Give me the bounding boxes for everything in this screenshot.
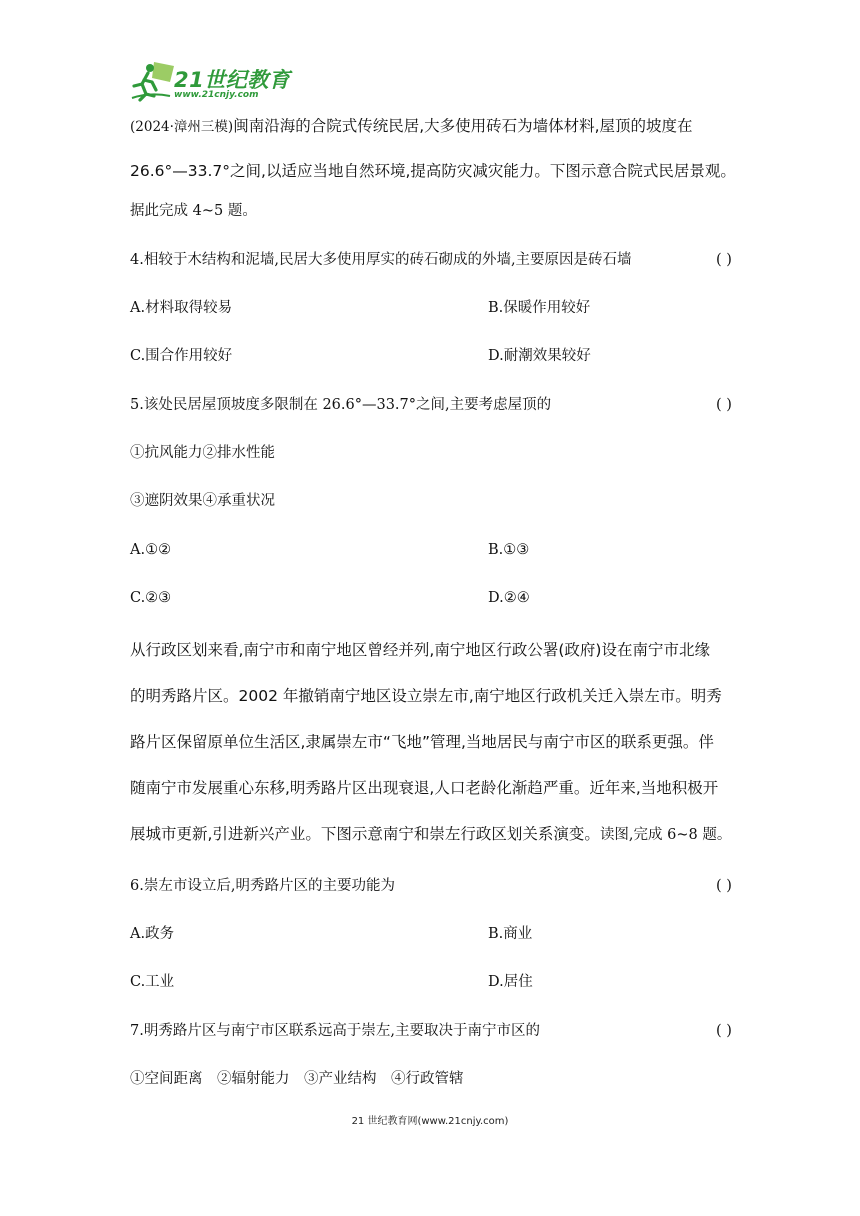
intro2-line5-text: 展城市更新,引进新兴产业。下图示意南宁和崇左行政区划关系演变。 bbox=[130, 825, 600, 843]
q5-stem: 5.该处民居屋顶坡度多限制在 26.6°—33.7°之间,主要考虑屋顶的 bbox=[130, 397, 552, 413]
q7-stem: 7.明秀路片区与南宁市区联系远高于崇左,主要取决于南宁市区的 bbox=[130, 1023, 540, 1039]
logo-url: www.21cnjy.com bbox=[174, 90, 259, 100]
q4-stem: 4.相较于木结构和泥墙,民居大多使用厚实的砖石砌成的外墙,主要原因是砖石墙 bbox=[130, 252, 632, 268]
intro2-line1: 从行政区划来看,南宁市和南宁地区曾经并列,南宁地区行政公署(政府)设在南宁市北缘 bbox=[130, 641, 710, 659]
intro2-line5 bbox=[130, 824, 731, 845]
q5-answer-paren: ( ) bbox=[716, 397, 732, 413]
source-tag: (2024·漳州三模) bbox=[130, 119, 234, 135]
q4-option-b: B.保暖作用较好 bbox=[488, 300, 591, 316]
intro1-line1-text: 闽南沿海的合院式传统民居,大多使用砖石为墙体材料,屋顶的坡度在 bbox=[233, 117, 693, 135]
intro2-line2: 的明秀路片区。2002 年撤销南宁地区设立崇左市,南宁地区行政机关迁入崇左市。明秀 bbox=[130, 687, 722, 705]
q6-option-c: C.工业 bbox=[130, 974, 175, 990]
q6-option-d: D.居住 bbox=[488, 974, 533, 990]
logo-text: 21世纪教育 bbox=[174, 68, 291, 92]
q4-option-a: A.材料取得较易 bbox=[130, 300, 233, 316]
q5-items-line1: ①抗风能力②排水性能 bbox=[130, 445, 275, 461]
q6-stem: 6.崇左市设立后,明秀路片区的主要功能为 bbox=[130, 878, 395, 894]
q5-option-c: C.②③ bbox=[130, 590, 172, 606]
page-footer: 21 世纪教育网(www.21cnjy.com) bbox=[351, 1116, 509, 1127]
q7-answer-paren: ( ) bbox=[716, 1023, 732, 1039]
q5-option-a: A.①② bbox=[130, 542, 172, 558]
intro1-line3: 据此完成 4~5 题。 bbox=[130, 203, 257, 219]
intro2-line3: 路片区保留原单位生活区,隶属崇左市“飞地”管理,当地居民与南宁市区的联系更强。伴 bbox=[130, 733, 714, 751]
site-logo bbox=[130, 60, 290, 104]
q7-items: ①空间距离 ②辐射能力 ③产业结构 ④行政管辖 bbox=[130, 1071, 464, 1087]
intro2-line4: 随南宁市发展重心东移,明秀路片区出现衰退,人口老龄化渐趋严重。近年来,当地积极开 bbox=[130, 779, 719, 797]
q5-items-line2: ③遮阴效果④承重状况 bbox=[130, 493, 275, 509]
intro2-tail: 读图,完成 6~8 题。 bbox=[599, 827, 732, 843]
q6-answer-paren: ( ) bbox=[716, 878, 732, 894]
q6-option-b: B.商业 bbox=[488, 926, 533, 942]
q5-option-d: D.②④ bbox=[488, 590, 530, 606]
runner-icon bbox=[130, 60, 178, 104]
q4-option-d: D.耐潮效果较好 bbox=[488, 348, 591, 364]
q4-option-c: C.围合作用较好 bbox=[130, 348, 233, 364]
q5-option-b: B.①③ bbox=[488, 542, 530, 558]
intro1-line1 bbox=[130, 116, 693, 137]
q6-option-a: A.政务 bbox=[130, 926, 175, 942]
intro1-line2: 26.6°—33.7°之间,以适应当地自然环境,提高防灾减灾能力。下图示意合院式民居景观。 bbox=[130, 162, 736, 180]
q4-answer-paren: ( ) bbox=[716, 252, 732, 268]
